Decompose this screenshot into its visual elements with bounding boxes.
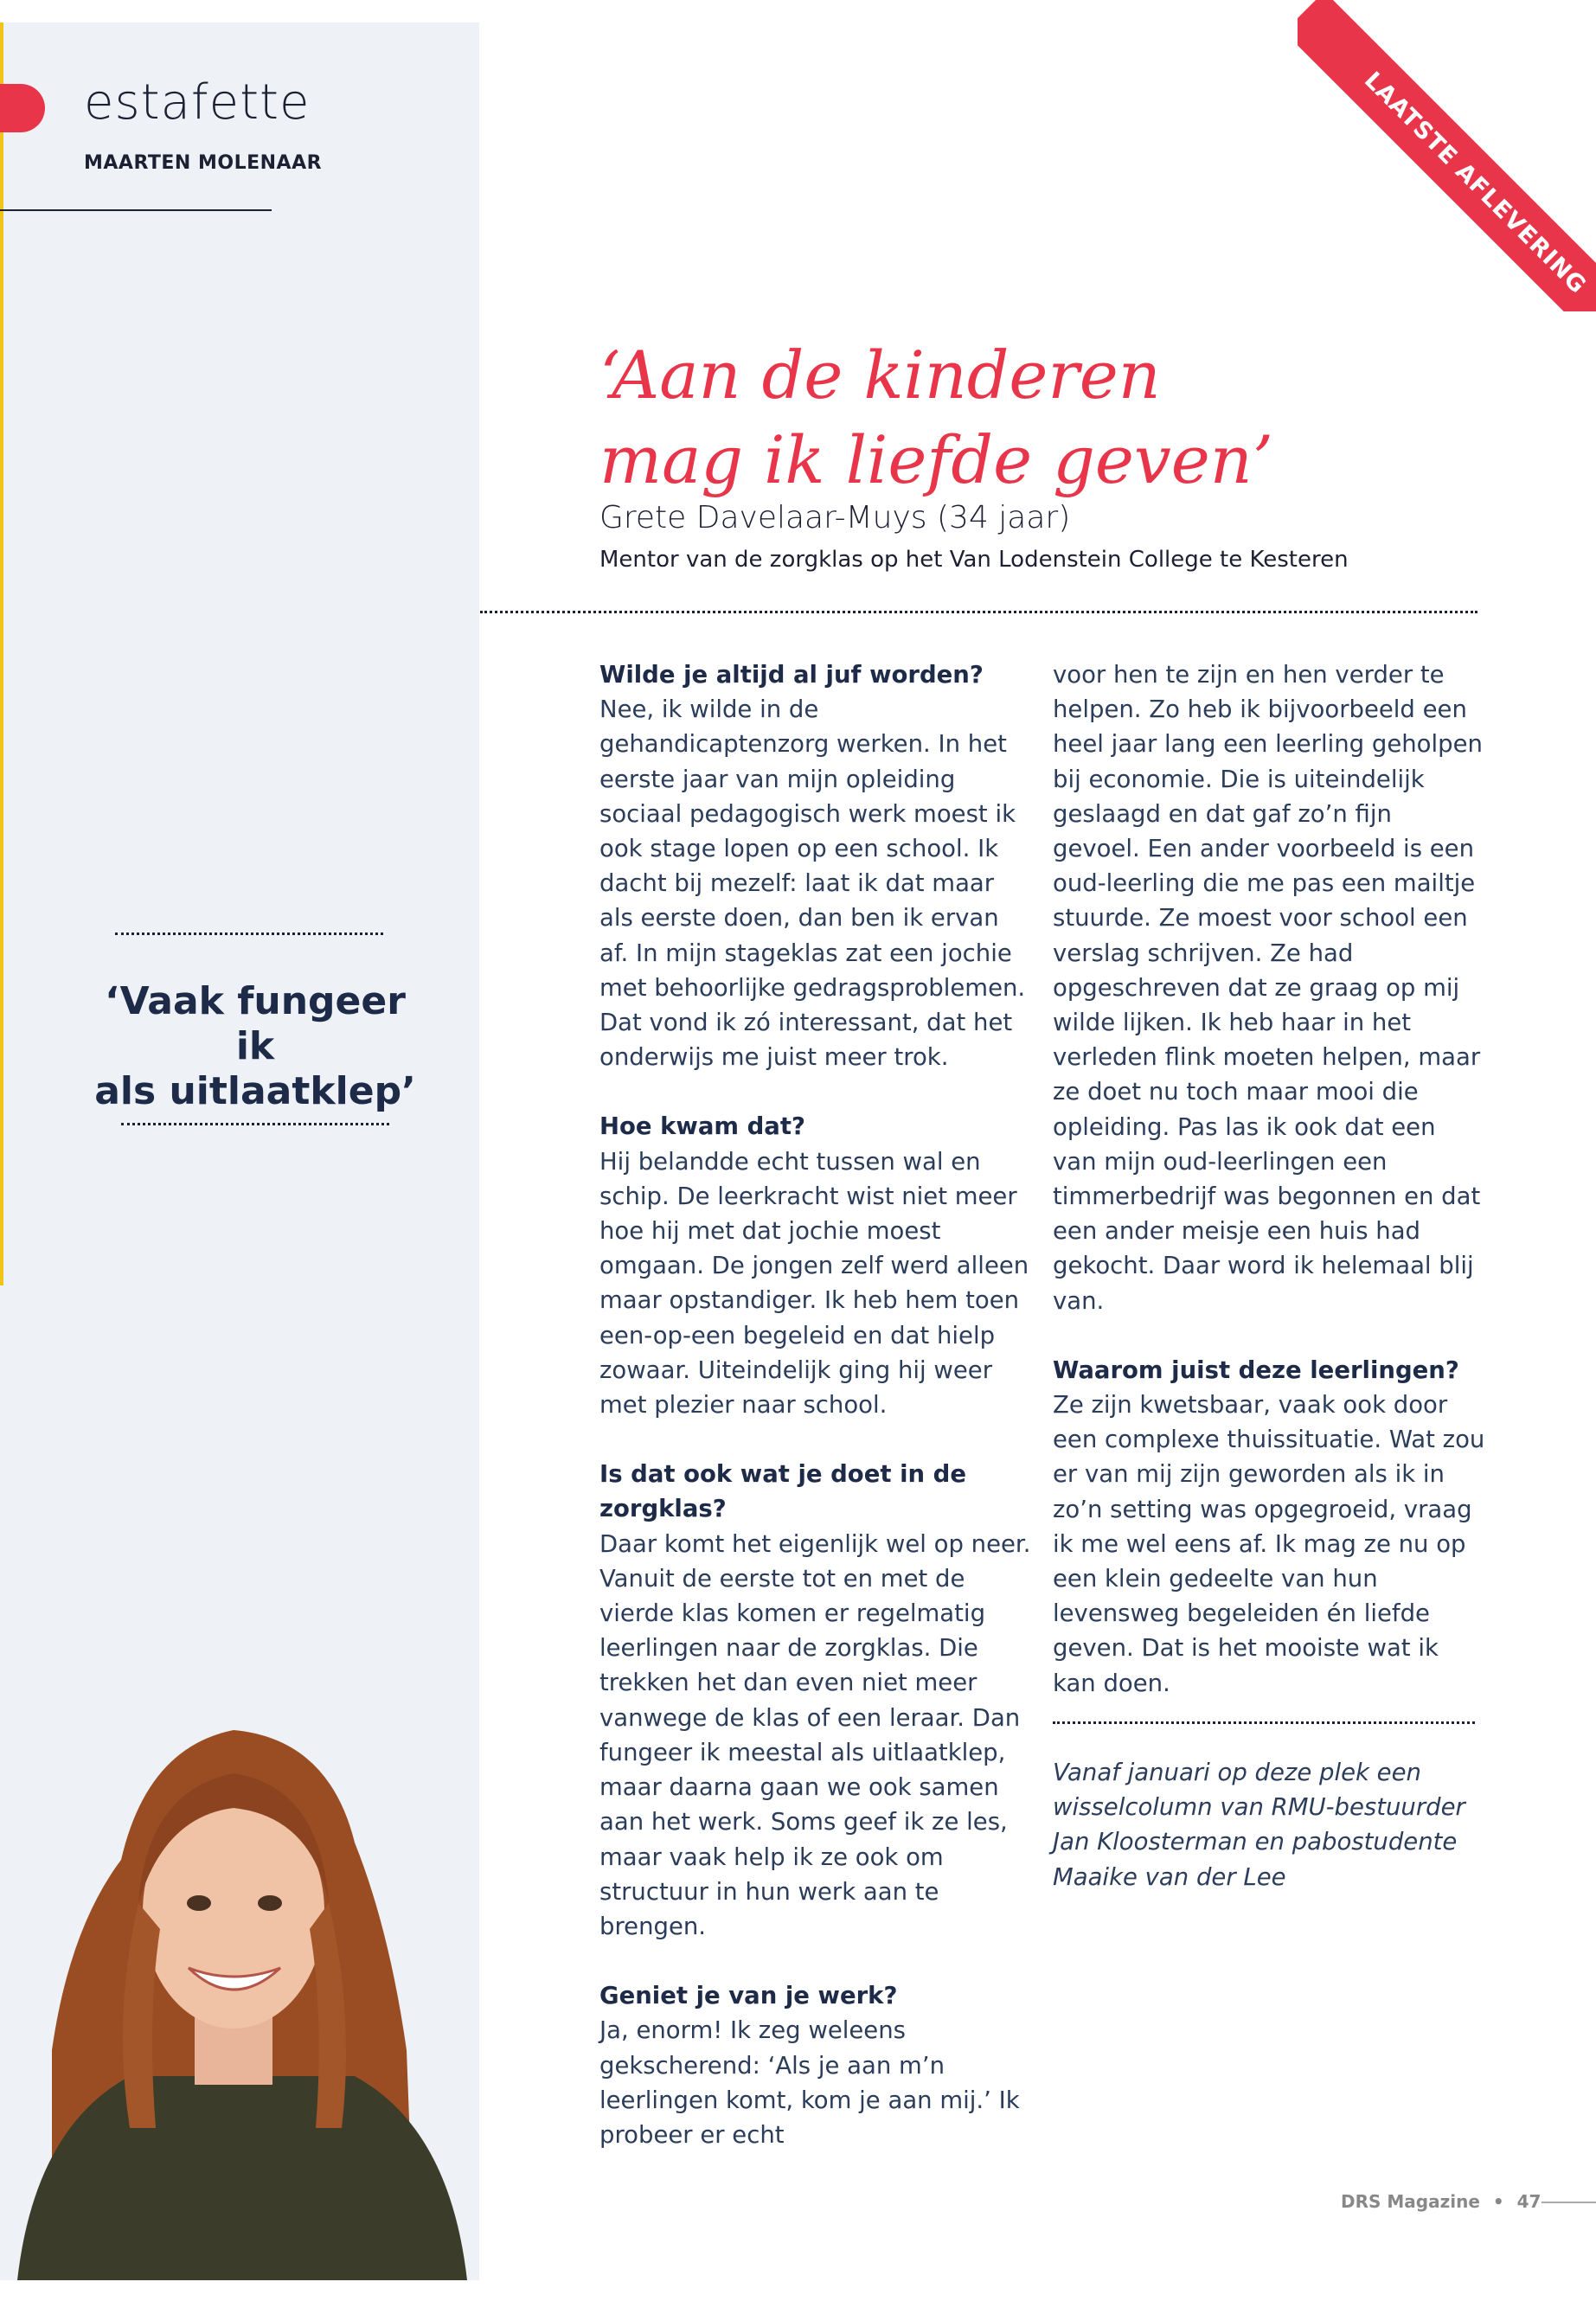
question-2: Hoe kwam dat? [599,1112,805,1141]
subject-role: Mentor van de zorgklas op het Van Lodenstein College te Kesteren [599,547,1349,573]
author-name: MAARTEN MOLENAAR [84,152,323,174]
pull-quote-divider-top [115,933,383,935]
outro-divider [1053,1721,1475,1724]
headline-line-1: ‘Aan de kinderen [599,336,1161,413]
answer-1: Nee, ik wilde in de gehandicaptenzorg werken. In het eerste jaar van mijn opleiding sociaal pedagogisch werk moest ik ook stage lopen op een school. Ik dacht bij mezelf: laat ik dat maar als eerste doen, dan ben ik ervan af. In mijn stageklas zat een jochie met behoorlijke gedragsproblemen. Dat vond ik zó interessant, dat het onderwijs me juist meer trok. [599,695,1026,1072]
question-1: Wilde je altijd al juf worden? [599,661,984,689]
magazine-name: DRS Magazine [1341,2191,1480,2212]
pull-quote-line-1: ‘Vaak fungeer ik [105,979,406,1068]
portrait-illustration [0,1644,479,2280]
section-title: estafette [84,74,311,131]
page-footer [1341,2191,1541,2212]
subject-name: Grete Davelaar-Muys (34 jaar) [599,500,1071,535]
question-3: Is dat ook wat je doet in de zorgklas? [599,1460,966,1523]
headline-line-2: mag ik liefde geven’ [599,421,1273,498]
outro-note: Vanaf januari op deze plek een wisselcolumn van RMU-bestuurder Jan Kloosterman en pabostudente Maaike van der Lee [1053,1758,1465,1891]
author-divider [0,209,272,211]
answer-5: Ze zijn kwetsbaar, vaak ook door een complexe thuissituatie. Wat zou er van mij zijn geworden als ik in zo’n setting was opgegroeid, vraag ik me wel eens af. Ik mag ze nu op een klein gedeelte van hun levensweg begeleiden én liefde geven. Dat is het mooiste wat ik kan doen. [1053,1391,1485,1697]
footer-separator: • [1492,2191,1504,2212]
question-5: Waarom juist deze leerlingen? [1053,1356,1459,1384]
article-column-2 [1053,657,1485,1929]
ribbon-label: LAATSTE AFLEVERING [1359,66,1592,299]
question-4: Geniet je van je werk? [599,1982,898,2010]
answer-4-continued: voor hen te zijn en hen verder te helpen. Zo heb ik bijvoorbeeld een heel jaar lang een leerling geholpen bij economie. Die is uiteindelijk geslaagd en dat gaf zo’n fijn gevoel. Een ander voorbeeld is een oud-leerling die me pas een mailtje stuurde. Ze moest voor school een verslag schrijven. Ze had opgeschreven dat ze graag op mij wilde lijken. Ik heb haar in het verleden flink moeten helpen, maar ze doet nu toch maar mooi die opleiding. Pas las ik ook dat een van mijn oud-leerlingen een timmerbedrijf was begonnen en dat een ander meisje een huis had gekocht. Daar word ik helemaal blij van. [1053,661,1483,1315]
page-number: 47 [1516,2191,1542,2212]
portrait-photo [0,1644,479,2280]
headline [599,333,1378,503]
answer-2: Hij belandde echt tussen wal en schip. De leerkracht wist niet meer hoe hij met dat jochie moest omgaan. De jongen zelf werd alleen maar opstandiger. Ik heb hem toen een-op-een begeleid en dat hielp zowaar. Uiteindelijk ging hij weer met plezier naar school. [599,1147,1029,1420]
article-column-1 [599,657,1032,2187]
answer-4: Ja, enorm! Ik zeg weleens gekscherend: ‘Als je aan m’n leerlingen komt, kom je aan mij.’ Ik probeer er echt [599,2016,1020,2149]
corner-ribbon-container [1298,0,1596,311]
header-divider [480,611,1477,613]
answer-3: Daar komt het eigenlijk wel op neer. Vanuit de eerste tot en met de vierde klas komen er regelmatig leerlingen naar de zorgklas. Die trekken het dan even niet meer vanwege de klas of een leraar. Dan fungeer ik meestal als uitlaatklep, maar daarna gaan we ook samen aan het werk. Soms geef ik ze les, maar vaak help ik ze ook om structuur in hun werk aan te brengen. [599,1529,1031,1940]
pull-quote [87,979,424,1114]
sidebar-accent-rule [0,22,3,1285]
pull-quote-divider-bottom [121,1123,389,1125]
pull-quote-line-2: als uitlaatklep’ [94,1069,416,1113]
footer-rule [1542,2202,1596,2203]
corner-ribbon [1298,0,1596,311]
